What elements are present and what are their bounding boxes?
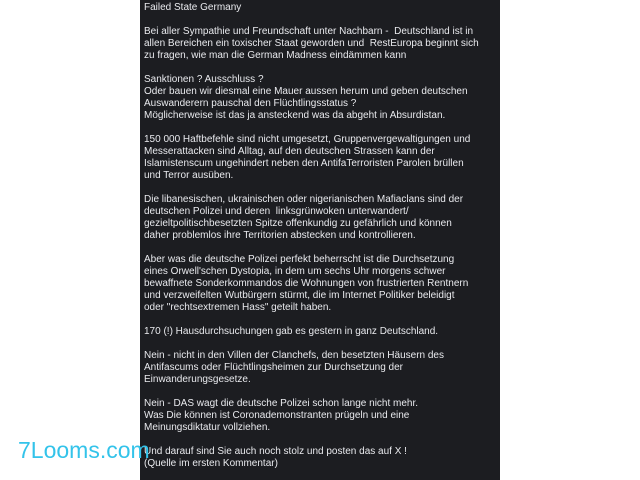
post-text-line: 150 000 Haftbefehle sind nicht umgesetzt, Gruppenvergewaltigungen und [144, 134, 471, 145]
post-text-line: Die libanesischen, ukrainischen oder nigerianischen Mafiaclans sind der [144, 194, 464, 205]
post-paragraph [144, 134, 496, 182]
post-text-line: Islamistenscum ungehindert neben den AntifaTerroristen Parolen brüllen [144, 158, 464, 169]
watermark-logo: 7Looms.com [18, 437, 150, 463]
post-text-line: Antifascums oder Flüchtlingsheimen zur Durchsetzung der [144, 362, 404, 373]
post-text-line: allen Bereichen ein toxischer Staat geworden und RestEuropa beginnt sich [144, 38, 479, 49]
post-paragraph [144, 446, 496, 470]
post-text-line: zu fragen, wie man die German Madness eindämmen kann [144, 50, 407, 61]
post-text-line: Nein - nicht in den Villen der Clanchefs, den besetzten Häusern des [144, 350, 444, 361]
post-paragraph [144, 194, 496, 242]
post-panel [140, 0, 500, 480]
post-text-line: oder "rechtsextremen Hass" geteilt haben. [144, 302, 332, 313]
post-text-line: Sanktionen ? Ausschluss ? [144, 74, 264, 85]
post-title: Failed State Germany [144, 2, 242, 13]
post-text-line: Oder bauen wir diesmal eine Mauer aussen herum und geben deutschen [144, 86, 468, 97]
post-text-line: daher problemlos ihre Territorien abstecken und kontrollieren. [144, 230, 416, 241]
post-text-line: Und darauf sind Sie auch noch stolz und posten das auf X ! [144, 446, 407, 457]
post-text-line: eines Orwell'schen Dystopia, in dem um sechs Uhr morgens schwer [144, 266, 446, 277]
post-paragraph [144, 350, 496, 386]
post-text-line: (Quelle im ersten Kommentar) [144, 458, 278, 469]
post-text-line: Auswanderern pauschal den Flüchtlingsstatus ? [144, 98, 357, 109]
post-text-line: Messerattacken sind Alltag, auf den deutschen Strassen kann der [144, 146, 435, 157]
post-text-line: Möglicherweise ist das ja ansteckend was da abgeht in Absurdistan. [144, 110, 446, 121]
post-text-line: gezieltpolitischbesetzten Spitze offenkundig zu gefährlich und können [144, 218, 452, 229]
post-paragraph [144, 398, 496, 434]
post-text-line: Aber was die deutsche Polizei perfekt beherrscht ist die Durchsetzung [144, 254, 455, 265]
post-text-line: Was Die können ist Coronademonstranten prügeln und eine [144, 410, 410, 421]
post-text-line: Meinungsdiktatur vollziehen. [144, 422, 271, 433]
post-text-line: Bei aller Sympathie und Freundschaft unter Nachbarn - Deutschland ist in [144, 26, 474, 37]
post-text-line: deutschen Polizei und deren linksgrünwoken unterwandert/ [144, 206, 409, 217]
post-text-line: bewaffnete Sonderkommandos die Wohnungen von frustrierten Rentnern [144, 278, 469, 289]
post-text-line: Nein - DAS wagt die deutsche Polizei schon lange nicht mehr. [144, 398, 419, 409]
post-paragraph [144, 26, 496, 62]
post-text-line: und verzweifelten Wutbürgern stürmt, die im Internet Politiker beleidigt [144, 290, 455, 301]
post-text-line: und Terror ausüben. [144, 170, 234, 181]
post-body [144, 2, 496, 480]
post-paragraph [144, 74, 496, 122]
post-paragraph [144, 254, 496, 314]
post-text-line: 170 (!) Hausdurchsuchungen gab es gestern in ganz Deutschland. [144, 326, 439, 337]
post-text-line: Einwanderungsgesetze. [144, 374, 251, 385]
post-paragraph [144, 326, 496, 338]
post-paragraphs [144, 26, 496, 470]
